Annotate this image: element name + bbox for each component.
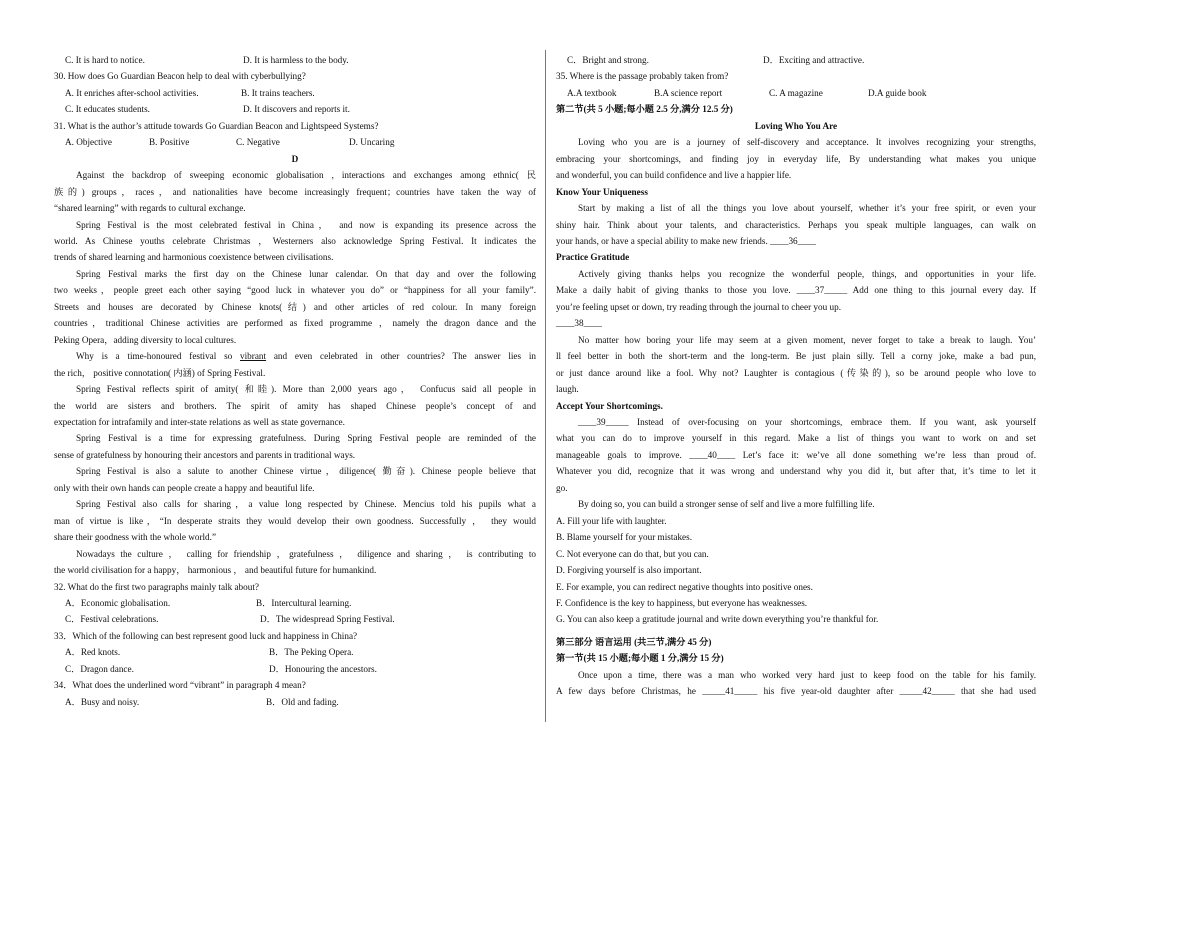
text-segment: your hands, or have a special ability to make new friends.	[556, 235, 771, 246]
option-a: A. It enriches after-school activities.	[65, 87, 199, 98]
passage-line: what you can do to improve yourself in this regard. Make a list of things you want to work on and set	[556, 433, 1036, 444]
option-b: B. Positive	[149, 137, 190, 148]
question-34: 34．What does the underlined word “vibrant” in paragraph 4 mean?	[54, 680, 306, 691]
option-c: C．Festival celebrations.	[65, 614, 159, 625]
blank-38: ____38____	[556, 318, 602, 329]
choice-b: B. Blame yourself for your mistakes.	[556, 532, 693, 543]
passage-line: ll feel better in both the short-term and the long-term. Be just plain silly. Tell a corny joke, make a bad pun,	[556, 351, 1036, 362]
passage-line: Spring Festival is a time for expressing gratefulness. During Spring Festival people are reminded of the	[76, 433, 536, 444]
passage-line: only with their own hands can people create a happy and beautiful life.	[54, 482, 315, 493]
option-a: A.A textbook	[567, 87, 617, 98]
passage-line: Spring Festival marks the first day on the Chinese lunar calendar. On that day and over the following	[76, 268, 536, 279]
passage-line: go.	[556, 482, 568, 493]
passage-line: No matter how boring your life may seem at a given moment, never forget to take a break to laugh. You’	[578, 334, 1036, 345]
option-b: B.A science report	[654, 87, 723, 98]
passage-line-blank-37	[556, 282, 1036, 298]
passage-line: Spring Festival is the most celebrated festival in China， and now is expanding its presence across the	[76, 219, 536, 230]
passage-line: trends of shared learning and harmonious coexistence between civilisations.	[54, 252, 334, 263]
text-segment: that she had used	[954, 686, 1036, 697]
passage-line: or just dance around like a fool. Why not? Laughter is contagious (传染的), so be around people who love to	[556, 367, 1036, 378]
option-a: A．Red knots.	[65, 647, 121, 658]
blank-39: ____39_____	[578, 416, 629, 427]
column-divider	[545, 50, 546, 722]
option-c: C. Negative	[236, 137, 280, 148]
section-heading: 第二节(共 5 小题;每小题 2.5 分,满分 12.5 分)	[556, 104, 733, 115]
option-d: D．The widespread Spring Festival.	[260, 614, 395, 625]
passage-line: man of virtue is like，“In desperate straits they would develop their own goodness. Successfully ， they would	[54, 515, 536, 526]
option-c: C．Bright and strong.	[567, 55, 649, 65]
passage-line: the world are sisters and brothers. The spirit of amity has shaped Chinese people’s concept of and	[54, 400, 536, 411]
passage-line: Against the backdrop of sweeping economic globalisation , interactions and exchanges among ethnic( 民	[76, 170, 536, 181]
question-32: 32. What do the first two paragraphs mainly talk about?	[54, 581, 259, 592]
passage-line: Whatever you did, recognize that it was wrong and understand why you did it, but after that, it’s time to let it	[556, 466, 1036, 477]
passage-line: Spring Festival also calls for sharing，a value long respected by Chinese. Mencius told his pupils what a	[76, 499, 536, 510]
passage-line: Spring Festival is also a salute to another Chinese virtue，diligence( 勤奋). Chinese people believe that	[76, 466, 536, 477]
passage-line: expectation for intrafamily and inter-state relations as well as state governance.	[54, 416, 345, 427]
passage-line: Start by making a list of all the things you love about yourself, whether it’s your free spirit, or even your	[578, 203, 1036, 214]
passage-line: 族的) groups，races，and nationalities have become increasingly frequent；countries have taken the way of	[54, 186, 536, 197]
section-heading: 第一节(共 15 小题;每小题 1 分,满分 15 分)	[556, 653, 724, 664]
blank-42: _____42_____	[899, 686, 955, 697]
option-c: C．Dragon dance.	[65, 663, 134, 674]
option-d: D．Honouring the ancestors.	[269, 663, 377, 674]
passage-line: you’re feeling upset or down, try reading through the journal to cheer you up.	[556, 301, 841, 312]
text-segment: manageable goals to improve.	[556, 449, 690, 460]
question-30-options-ab	[54, 85, 536, 101]
question-30-options-cd	[54, 101, 536, 117]
subheading: Accept Your Shortcomings.	[556, 400, 663, 411]
question-32-options-cd	[54, 611, 536, 627]
blank-37: ____37_____	[796, 285, 848, 296]
option-b: B．Old and fading.	[266, 696, 339, 707]
passage-line: Peking Opera，adding diversity to local cultures.	[54, 334, 237, 345]
option-c: C. A magazine	[769, 87, 823, 98]
subheading: Practice Gratitude	[556, 252, 630, 263]
passage-title: Loving Who You Are	[754, 120, 838, 131]
passage-line: “shared learning” with regards to cultural exchange.	[54, 203, 246, 214]
passage-line: Once upon a time, there was a man who worked very hard just to keep food on the table for his family.	[578, 669, 1036, 680]
passage-line: By doing so, you can build a stronger sense of self and live a more fulfilling life.	[578, 499, 875, 510]
choice-a: A. Fill your life with laughter.	[556, 515, 667, 526]
passage-line: share their goodness with the whole world.”	[54, 532, 217, 543]
part-heading: 第三部分 语言运用 (共三节,满分 45 分)	[556, 636, 712, 647]
choice-d: D. Forgiving yourself is also important.	[556, 565, 702, 576]
blank-41: _____41_____	[702, 686, 758, 697]
passage-line-vibrant	[54, 348, 536, 364]
text-segment: Why is a time-honoured festival so	[76, 351, 241, 362]
text-segment: his five year-old daughter after	[757, 686, 900, 697]
passage-line: Loving who you are is a journey of self-discovery and acceptance. It involves recognizing your strengths,	[578, 137, 1036, 148]
option-a: A．Economic globalisation.	[65, 597, 171, 608]
passage-line: countries，traditional Chinese activities are performed as fixed programme ，namely the dragon dance and the	[54, 318, 536, 329]
question-35-options	[556, 85, 1036, 101]
text-segment: Let’s face it: we’ve all done something we’re less than proud of.	[735, 449, 1036, 460]
passage-d-heading: D	[291, 153, 299, 164]
option-a: A. Objective	[65, 137, 112, 148]
question-33-options-ab	[54, 644, 536, 660]
passage-line: the world civilisation for a happy， harmonious ， and beautiful future for humankind.	[54, 565, 377, 576]
option-c: C. It educates students.	[65, 104, 150, 115]
question-29-options-cd	[54, 52, 536, 68]
passage-line: sense of gratefulness by honouring their ancestors and parents in traditional ways.	[54, 449, 356, 460]
passage-line: world. As Chinese youths celebrate Christmas ，Westerners also acknowledge Spring Festival. It indicates the	[54, 235, 536, 246]
option-b: B．The Peking Opera.	[269, 647, 354, 658]
question-35: 35. Where is the passage probably taken from?	[556, 71, 729, 82]
blank-40: ____40____	[689, 449, 736, 460]
option-d: D. It is harmless to the body.	[243, 55, 349, 65]
question-33: 33．Which of the following can best represent good luck and happiness in China?	[54, 630, 358, 641]
choice-f: F. Confidence is the key to happiness, but everyone has weaknesses.	[556, 597, 808, 608]
passage-line: embracing your shortcomings, and finding joy in everyday life, By understanding what makes you unique	[556, 153, 1036, 164]
left-column	[54, 52, 536, 710]
right-column	[556, 52, 1036, 700]
passage-line: shiny hair. Think about your talents, and characteristics. Perhaps you speak multiple languages, can walk on	[556, 219, 1036, 230]
passage-line: laugh.	[556, 384, 579, 395]
passage-line: the rich， positive connotation( 内涵) of Spring Festival.	[54, 367, 266, 378]
text-segment: Make a daily habit of giving thanks to those you love.	[556, 285, 797, 296]
question-34-options-ab	[54, 694, 536, 710]
option-d: D. Uncaring	[349, 137, 395, 148]
text-segment: Instead of over-focusing on your shortcomings, embrace them. If you want, ask yourself	[628, 416, 1036, 427]
choice-c: C. Not everyone can do that, but you can.	[556, 548, 709, 559]
passage-line: Nowadays the culture ， calling for friendship ，gratefulness ， diligence and sharing ， is contributing to	[76, 548, 536, 559]
option-d: D.A guide book	[868, 87, 927, 98]
question-31-options	[54, 134, 536, 150]
option-a: A．Busy and noisy.	[65, 696, 140, 707]
text-segment: Add one thing to this journal every day. If	[847, 285, 1036, 296]
passage-line: two weeks，people greet each other saying “good luck in whatever you do” or “happiness for all your family”.	[54, 285, 536, 296]
question-33-options-cd	[54, 661, 536, 677]
passage-line-blanks-41-42	[556, 683, 1036, 699]
passage-line: Actively giving thanks helps you recognize the wonderful people, things, and opportunities in your life.	[578, 268, 1036, 279]
option-c: C. It is hard to notice.	[65, 55, 145, 65]
passage-line-blank-40	[556, 447, 1036, 463]
option-d: D. It discovers and reports it.	[243, 104, 350, 115]
choice-e: E. For example, you can redirect negative thoughts into positive ones.	[556, 581, 813, 592]
underlined-word: vibrant	[240, 351, 267, 362]
passage-line: and wonderful, you can build confidence and live a happier life.	[556, 170, 792, 181]
passage-line: Spring Festival reflects spirit of amity( 和睦). More than 2,000 years ago， Confucus said all people in	[76, 384, 536, 395]
option-b: B．Intercultural learning.	[256, 597, 352, 608]
question-32-options-ab	[54, 595, 536, 611]
passage-line-blank-36	[556, 233, 1036, 249]
option-b: B. It trains teachers.	[241, 87, 315, 98]
passage-line-blank-39	[556, 414, 1036, 430]
text-segment: A few days before Christmas, he	[556, 686, 703, 697]
text-segment: and even celebrated in other countries? The answer lies in	[266, 351, 536, 362]
question-31: 31. What is the author’s attitude towards Go Guardian Beacon and Lightspeed Systems?	[54, 120, 379, 131]
choice-g: G. You can also keep a gratitude journal and write down everything you’re thankful for.	[556, 614, 879, 625]
blank-36: ____36____	[770, 235, 816, 246]
passage-line: Streets and houses are decorated by Chinese knots(结) and other articles of red colour. In many foreign	[54, 301, 536, 312]
subheading: Know Your Uniqueness	[556, 186, 648, 197]
question-30: 30. How does Go Guardian Beacon help to deal with cyberbullying?	[54, 71, 306, 82]
option-d: D．Exciting and attractive.	[763, 55, 865, 65]
question-34-options-cd	[556, 52, 1036, 68]
